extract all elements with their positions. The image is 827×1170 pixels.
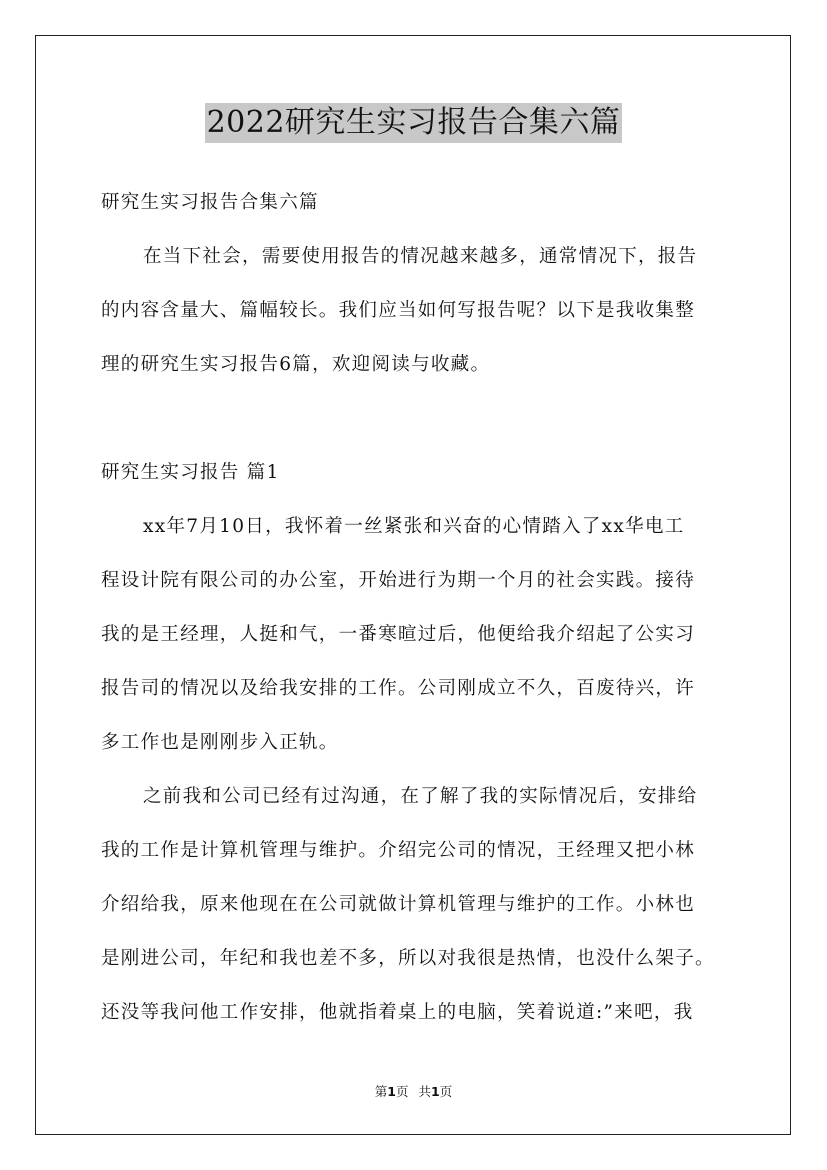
title-container bbox=[0, 103, 827, 143]
document-body bbox=[101, 176, 736, 1040]
page-prefix: 第 bbox=[374, 1084, 388, 1099]
text-line: 理的研究生实习报告6篇，欢迎阅读与收藏。 bbox=[101, 354, 491, 375]
text-line: 还没等我问他工作安排，他就指着桌上的电脑，笑着说道:”来吧，我 bbox=[101, 1002, 694, 1023]
total-prefix: 共 bbox=[418, 1084, 432, 1099]
blank-line bbox=[101, 392, 736, 446]
page-number: 1 bbox=[387, 1084, 396, 1099]
page-suffix: 页 bbox=[395, 1084, 409, 1099]
total-pages: 1 bbox=[431, 1084, 440, 1099]
text-line: 是刚进公司，年纪和我也差不多，所以对我很是热情，也没什么架子。 bbox=[101, 948, 715, 969]
text-line: 的内容含量大、篇幅较长。我们应当如何写报告呢？以下是我收集整 bbox=[101, 300, 696, 321]
text-line: 我的是王经理，人挺和气，一番寒暄过后，他便给我介绍起了公实习 bbox=[101, 624, 696, 645]
page-footer bbox=[0, 1082, 827, 1100]
text-line: 介绍给我，原来他现在在公司就做计算机管理与维护的工作。小林也 bbox=[101, 894, 696, 915]
text-line: 多工作也是刚刚步入正轨。 bbox=[101, 732, 339, 753]
text-line: 在当下社会，需要使用报告的情况越来越多，通常情况下，报告 bbox=[143, 246, 698, 267]
text-line: xx年7月10日，我怀着一丝紧张和兴奋的心情踏入了xx华电工 bbox=[143, 516, 685, 537]
text-line: 研究生实习报告 篇1 bbox=[101, 462, 280, 483]
text-line: 研究生实习报告合集六篇 bbox=[101, 192, 319, 213]
text-line: 报告司的情况以及给我安排的工作。公司刚成立不久，百废待兴，许 bbox=[101, 678, 696, 699]
total-suffix: 页 bbox=[439, 1084, 453, 1099]
text-line: 程设计院有限公司的办公室，开始进行为期一个月的社会实践。接待 bbox=[101, 570, 696, 591]
text-line: 我的工作是计算机管理与维护。介绍完公司的情况，王经理又把小林 bbox=[101, 840, 696, 861]
text-line: 之前我和公司已经有过沟通，在了解了我的实际情况后，安排给 bbox=[143, 786, 698, 807]
document-title: 2022研究生实习报告合集六篇 bbox=[205, 103, 623, 143]
